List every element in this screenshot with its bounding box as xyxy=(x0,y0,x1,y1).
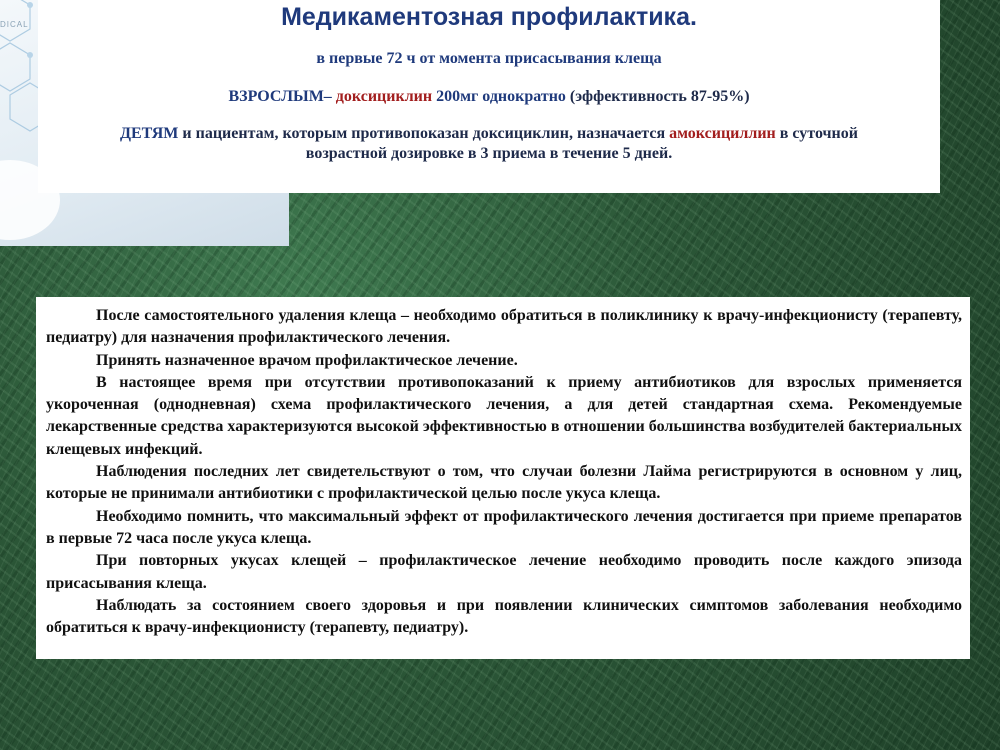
instructions-card xyxy=(36,297,970,659)
paragraph: После самостоятельного удаления клеща – необходимо обратиться в поликлинику к врачу-инфекционисту (терапевту, педиатру) для назначения профилактического лечения. xyxy=(46,307,962,347)
adults-drug: доксициклин xyxy=(335,88,433,105)
adults-efficacy: (эффективность 87-95%) xyxy=(569,88,750,105)
paragraph: Наблюдения последних лет свидетельствуют о том, что случаи болезни Лайма регистрируются в основном у лиц, которые не принимали антибиотики с профилактической целью после укуса клеща. xyxy=(46,463,962,503)
children-label: ДЕТЯМ xyxy=(119,125,179,142)
adults-label: ВЗРОСЛЫМ– xyxy=(228,88,332,105)
children-text-before: и пациентам, которым противопоказан доксициклин, назначается xyxy=(182,125,666,142)
page-title: Медикаментозная профилактика. xyxy=(281,3,697,31)
paragraph: Необходимо помнить, что максимальный эффект от профилактического лечения достигается при приеме препаратов в первые 72 часа после укуса клеща. xyxy=(46,507,962,547)
paragraph: В настоящее время при отсутствии противопоказаний к приему антибиотиков для взрослых применяется укороченная (однодневная) схема профилактического лечения, а для детей стандартная схема. Рекомендуемые лекарственные средства характеризуются высокой эффективностью в отношении большинства возбудителей бактериальных клещевых инфекций. xyxy=(46,373,962,458)
adults-line xyxy=(38,87,940,107)
paragraph: При повторных укусах клещей – профилактическое лечение необходимо проводить после каждого эпизода присасывания клеща. xyxy=(46,552,962,592)
header-card xyxy=(38,0,940,193)
timing-line: в первые 72 ч от момента присасывания клеща xyxy=(316,50,662,67)
paragraph: Наблюдать за состоянием своего здоровья и при появлении клинических симптомов заболевания необходимо обратиться к врачу-инфекционисту (терапевту, педиатру). xyxy=(46,596,962,637)
adults-dose: 200мг однократно xyxy=(436,88,566,105)
paragraph: Принять назначенное врачом профилактическое лечение. xyxy=(96,351,518,369)
children-line xyxy=(38,124,940,164)
photo-corner-text: DICAL xyxy=(0,20,29,29)
children-drug: амоксициллин xyxy=(669,125,776,142)
children-text-after: в суточной возрастной дозировке в 3 приема в течение 5 дней. xyxy=(305,125,858,162)
